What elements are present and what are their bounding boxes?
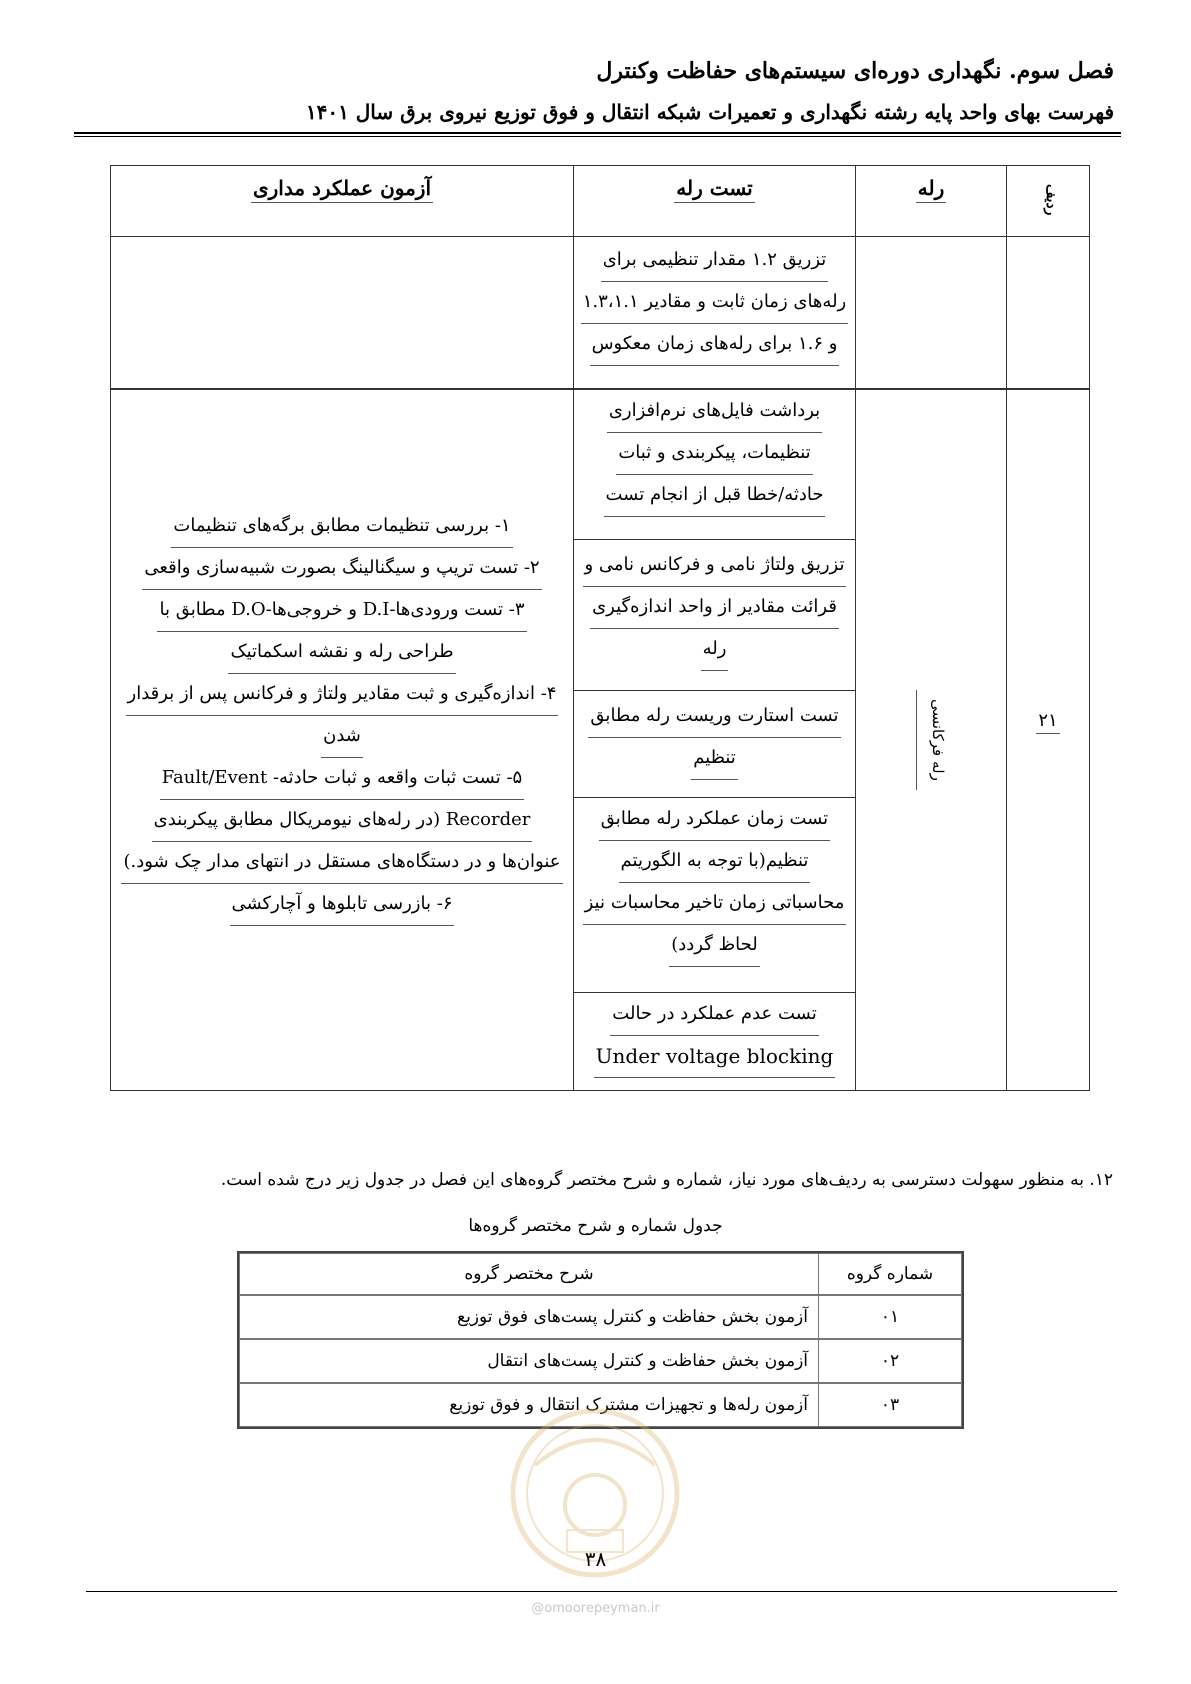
relay-test-subcell bbox=[573, 539, 856, 691]
group-row-no: ۰۱ bbox=[818, 1295, 962, 1339]
header-cell-circuit-test bbox=[110, 165, 574, 237]
relay-test-line: قرائت مقادیر از واحد اندازه‌گیری bbox=[590, 588, 839, 629]
relay-test-line: تنظیم bbox=[691, 739, 738, 780]
row21-number: ۲۱ bbox=[1036, 710, 1059, 734]
website-watermark: @omoorepeyman.ir bbox=[531, 1601, 660, 1616]
relay-test-line: محاسباتی زمان تاخیر محاسبات نیز bbox=[583, 884, 847, 925]
circuit-line: Recorder (در رله‌های نیومریکال مطابق پیکربندی bbox=[152, 801, 533, 842]
relay-test-line: تست استارت وریست رله مطابق bbox=[588, 697, 840, 738]
row21-relay-name: رله فرکانسی bbox=[916, 690, 947, 790]
cont-cell-relay-test bbox=[573, 236, 856, 389]
footer-rule bbox=[86, 1591, 1117, 1592]
circuit-line: طراحی رله و نقشه اسکماتیک bbox=[228, 633, 455, 674]
circuit-line: ۶- بازرسی تابلوها و آچارکشی bbox=[230, 885, 455, 926]
header-relay-test-label: تست رله bbox=[674, 176, 754, 203]
relay-test-subcell bbox=[573, 690, 856, 798]
circuit-line: عنوان‌ها و در دستگاه‌های مستقل در انتهای مدار چک شود.) bbox=[121, 843, 562, 884]
header-rule-thin bbox=[74, 136, 1121, 137]
circuit-line: ۳- تست ورودی‌ها-D.I و خروجی‌ها-D.O مطابق با bbox=[157, 591, 526, 632]
circuit-line: ۵- تست ثبات واقعه و ثبات حادثه- Fault/Event bbox=[160, 759, 524, 800]
row21-cell-relay bbox=[855, 388, 1007, 1091]
group-header-desc: شرح مختصر گروه bbox=[239, 1253, 819, 1295]
header-cell-relay-test bbox=[573, 165, 856, 237]
circuit-line: ۱- بررسی تنظیمات مطابق برگه‌های تنظیمات bbox=[171, 507, 512, 548]
group-row-desc: آزمون بخش حفاظت و کنترل پست‌های فوق توزیع bbox=[239, 1295, 819, 1339]
row21-cell-row bbox=[1006, 388, 1090, 1091]
relay-test-subcell bbox=[573, 388, 856, 540]
group-row-desc: آزمون رله‌ها و تجهیزات مشترک انتقال و فوق توزیع bbox=[239, 1383, 819, 1427]
group-table-caption: جدول شماره و شرح مختصر گروه‌ها bbox=[468, 1216, 723, 1236]
relay-test-line: تست عدم عملکرد در حالت bbox=[610, 995, 818, 1036]
circuit-line: ۴- اندازه‌گیری و ثبت مقادیر ولتاژ و فرکانس پس از برقدار bbox=[126, 675, 559, 716]
circuit-line: ۲- تست تریپ و سیگنالینگ بصورت شبیه‌سازی واقعی bbox=[142, 549, 541, 590]
cont-test-line: و ۱.۶ برای رله‌های زمان معکوس bbox=[590, 325, 840, 366]
group-row-desc: آزمون بخش حفاظت و کنترل پست‌های انتقال bbox=[239, 1339, 819, 1383]
row21-cell-circuit bbox=[110, 388, 574, 1091]
cont-test-line: تزریق ۱.۲ مقدار تنظیمی برای bbox=[601, 241, 829, 282]
group-row-no: ۰۲ bbox=[818, 1339, 962, 1383]
relay-test-line: حادثه/خطا قبل از انجام تست bbox=[604, 476, 826, 517]
relay-test-line: تنظیمات، پیکربندی و ثبات bbox=[616, 434, 812, 475]
group-header-no: شماره گروه bbox=[818, 1253, 962, 1295]
relay-test-subcell bbox=[573, 797, 856, 993]
relay-test-line: لحاظ گردد) bbox=[669, 926, 760, 967]
relay-test-line: تنظیم(با توجه به الگوریتم bbox=[619, 842, 811, 883]
page-number: ۳۸ bbox=[584, 1547, 607, 1571]
relay-test-subcell bbox=[573, 992, 856, 1091]
relay-test-line: تزریق ولتاژ نامی و فرکانس نامی و bbox=[583, 546, 847, 587]
relay-test-line: برداشت فایل‌های نرم‌افزاری bbox=[607, 392, 822, 433]
cont-cell-relay bbox=[855, 236, 1007, 389]
group-row-no: ۰۳ bbox=[818, 1383, 962, 1427]
header-cell-row bbox=[1006, 165, 1090, 237]
relay-test-line: رله bbox=[701, 630, 729, 671]
circuit-line: شدن bbox=[321, 717, 363, 758]
note-paragraph: ۱۲. به منظور سهولت دسترسی به ردیف‌های مورد نیاز، شماره و شرح مختصر گروه‌های این فصل در جدول زیر درج شده است. bbox=[220, 1170, 1113, 1190]
header-circuit-test-label: آزمون عملکرد مداری bbox=[251, 176, 433, 203]
header-cell-relay bbox=[855, 165, 1007, 237]
header-row-label: ردیف bbox=[1043, 184, 1059, 216]
relay-test-line: تست زمان عملکرد رله مطابق bbox=[599, 800, 830, 841]
cont-test-line: رله‌های زمان ثابت و مقادیر ۱.۳،۱.۱ bbox=[581, 283, 849, 324]
cont-cell-circuit bbox=[110, 236, 574, 389]
relay-test-line: Under voltage blocking bbox=[594, 1037, 836, 1078]
cont-cell-row bbox=[1006, 236, 1090, 389]
header-rule-thick bbox=[74, 132, 1121, 134]
document-subtitle: فهرست بهای واحد پایه رشته نگهداری و تعمیرات شبکه انتقال و فوق توزیع نیروی برق سال ۱۴۰۱ bbox=[305, 100, 1114, 124]
chapter-title: فصل سوم. نگهداری دوره‌ای سیستم‌های حفاظت وکنترل bbox=[596, 58, 1114, 84]
header-relay-label: رله bbox=[916, 176, 946, 203]
